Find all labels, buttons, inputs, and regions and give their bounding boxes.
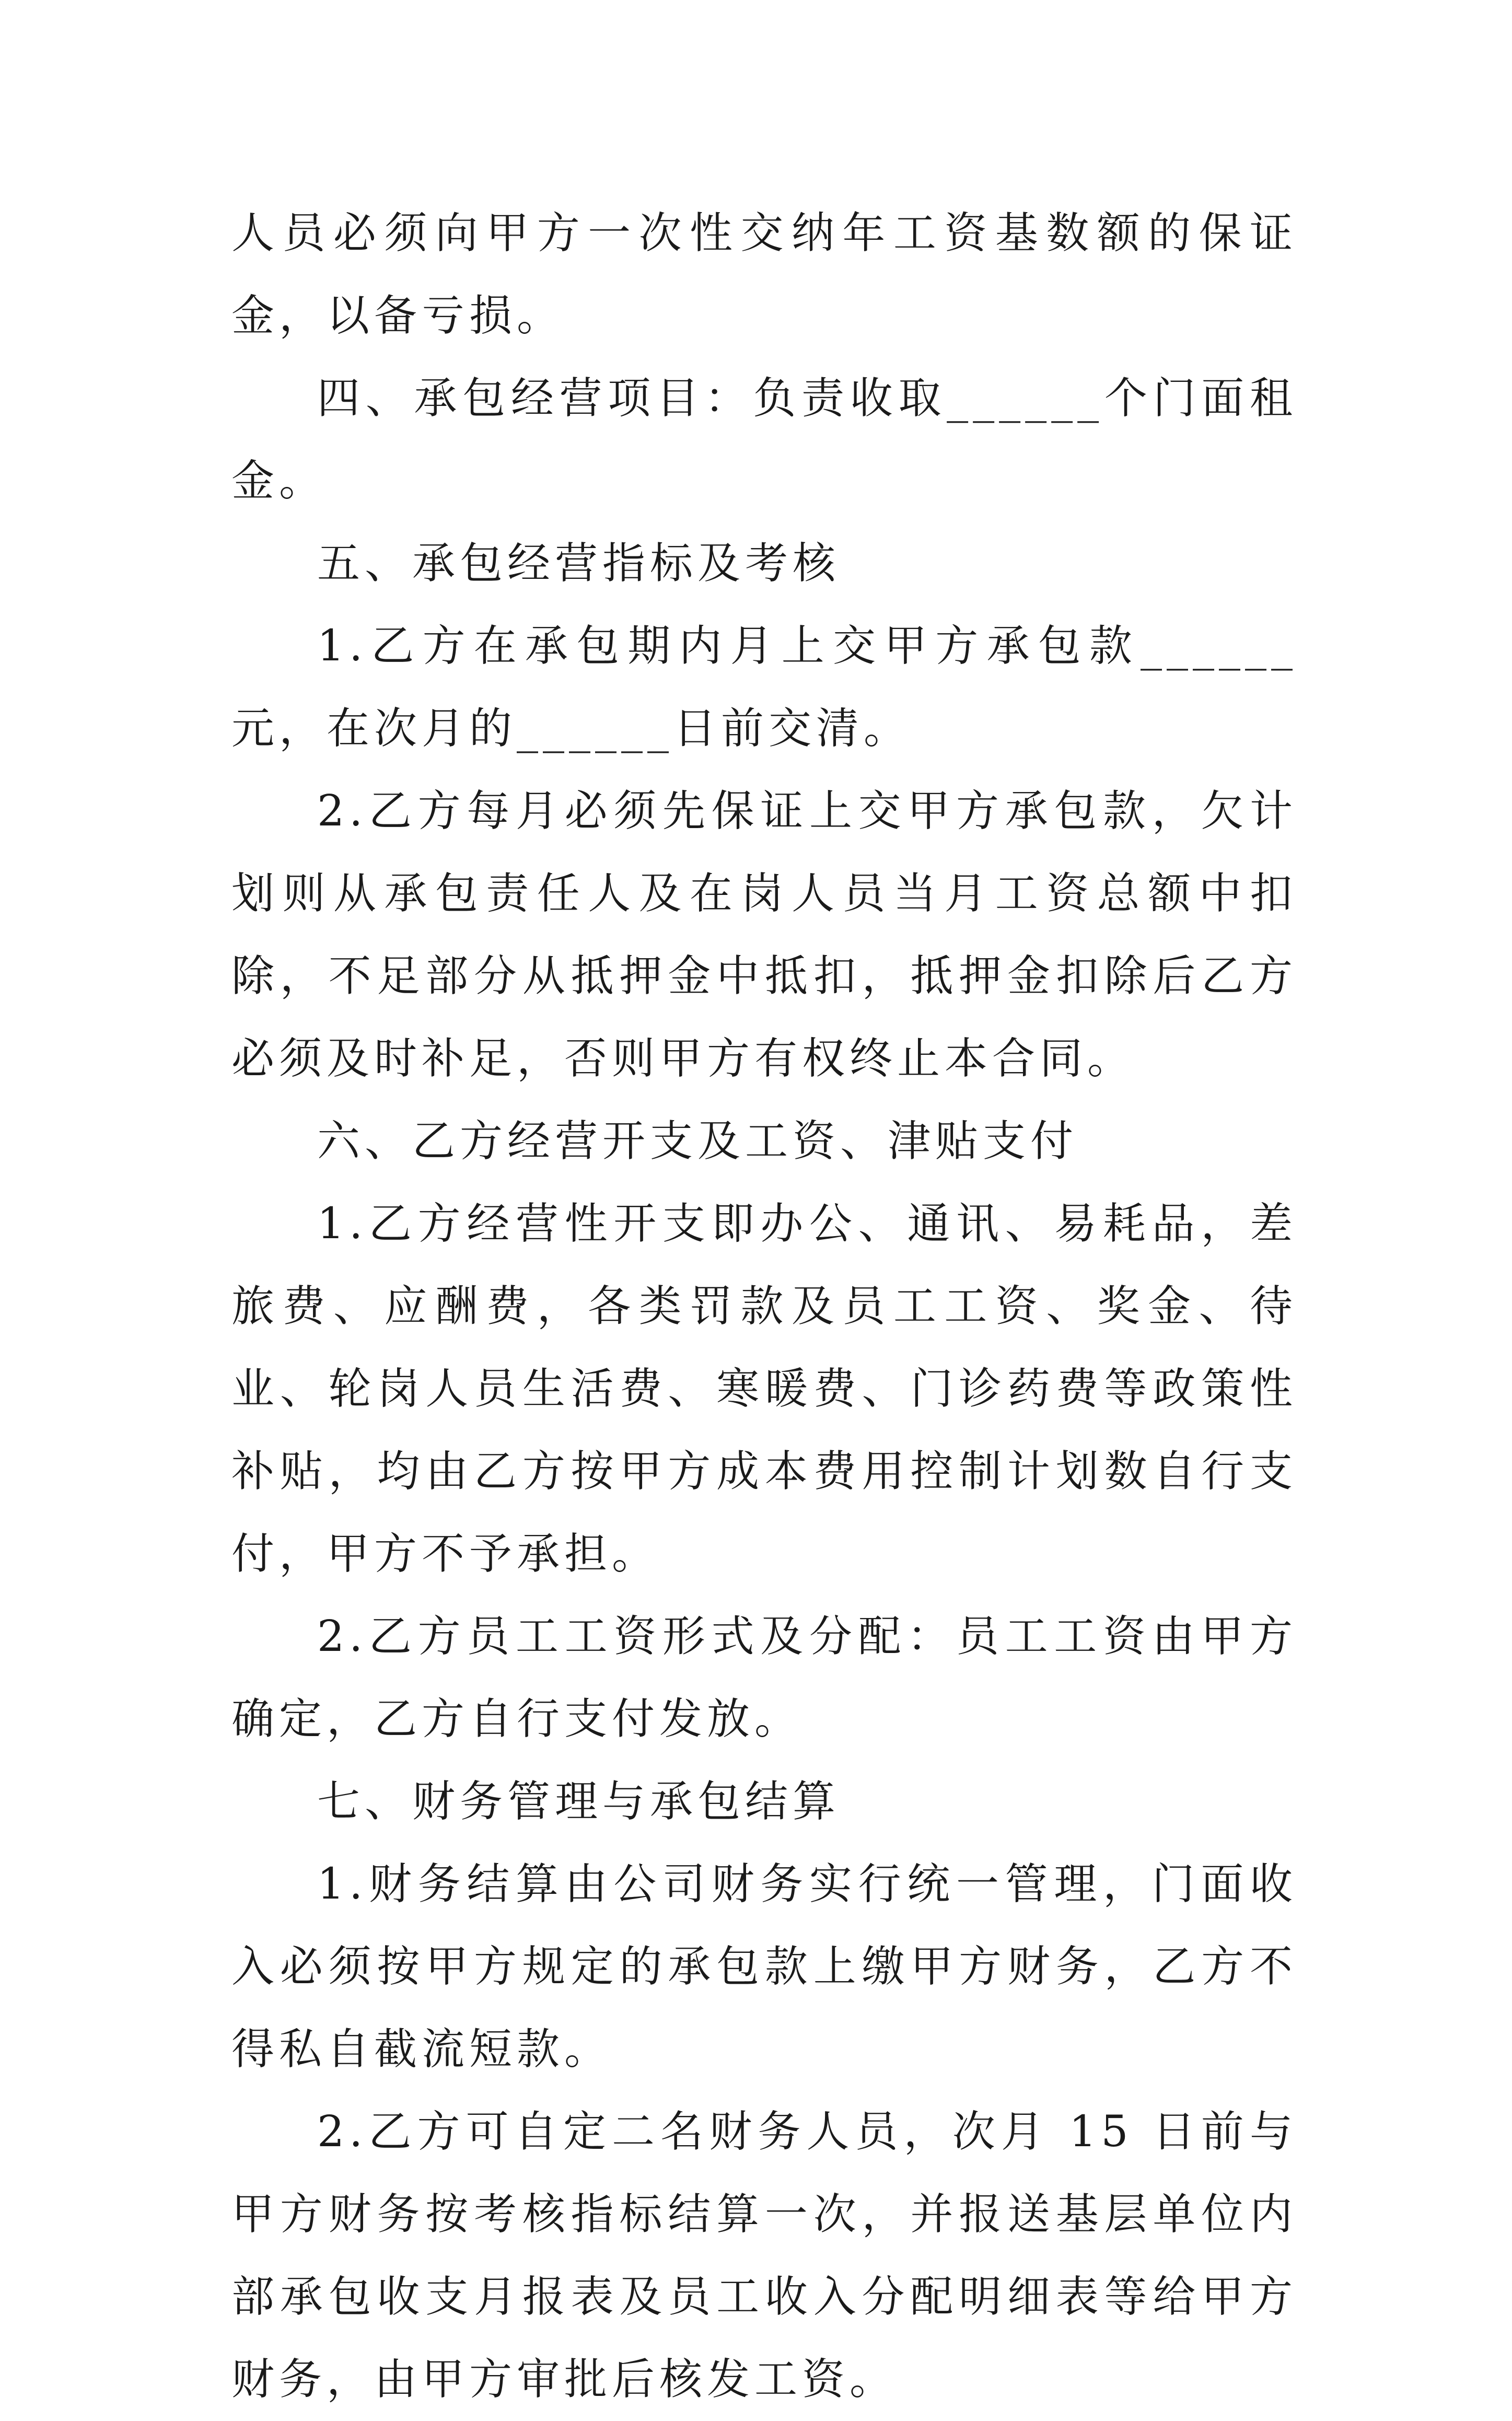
heading-section-5: 五、承包经营指标及考核 bbox=[317, 539, 841, 588]
paragraph-5-1: 1.乙方在承包期内月上交甲方承包款______元，在次月的______日前交清。 bbox=[231, 621, 1297, 753]
document-body bbox=[231, 192, 1297, 2421]
paragraph-7-1: 1.财务结算由公司财务实行统一管理，门面收入必须按甲方规定的承包款上缴甲方财务，乙方不得私自截流短款。 bbox=[231, 1859, 1297, 2074]
heading-section-7: 七、财务管理与承包结算 bbox=[317, 1777, 841, 1826]
paragraph-7-2: 2.乙方可自定二名财务人员，次月 15 日前与甲方财务按考核指标结算一次，并报送基层单位内部承包收支月报表及员工收入分配明细表等给甲方财务，由甲方审批后核发工资。 bbox=[231, 2107, 1297, 2404]
paragraph-deposit-continuation: 人员必须向甲方一次性交纳年工资基数额的保证金，以备亏损。 bbox=[231, 208, 1297, 341]
heading-section-4: 四、承包经营项目：负责收取______个门面租金。 bbox=[231, 374, 1297, 506]
paragraph-5-2: 2.乙方每月必须先保证上交甲方承包款，欠计划则从承包责任人及在岗人员当月工资总额中扣除，不足部分从抵押金中抵扣，抵押金扣除后乙方必须及时补足，否则甲方有权终止本合同。 bbox=[231, 786, 1297, 1084]
paragraph-6-2: 2.乙方员工工资形式及分配：员工工资由甲方确定，乙方自行支付发放。 bbox=[231, 1612, 1297, 1744]
heading-section-6: 六、乙方经营开支及工资、津贴支付 bbox=[317, 1116, 1078, 1166]
paragraph-6-1: 1.乙方经营性开支即办公、通讯、易耗品，差旅费、应酬费，各类罚款及员工工资、奖金、待业、轮岗人员生活费、寒暖费、门诊药费等政策性补贴，均由乙方按甲方成本费用控制计划数自行支付，甲方不予承担。 bbox=[231, 1199, 1297, 1579]
